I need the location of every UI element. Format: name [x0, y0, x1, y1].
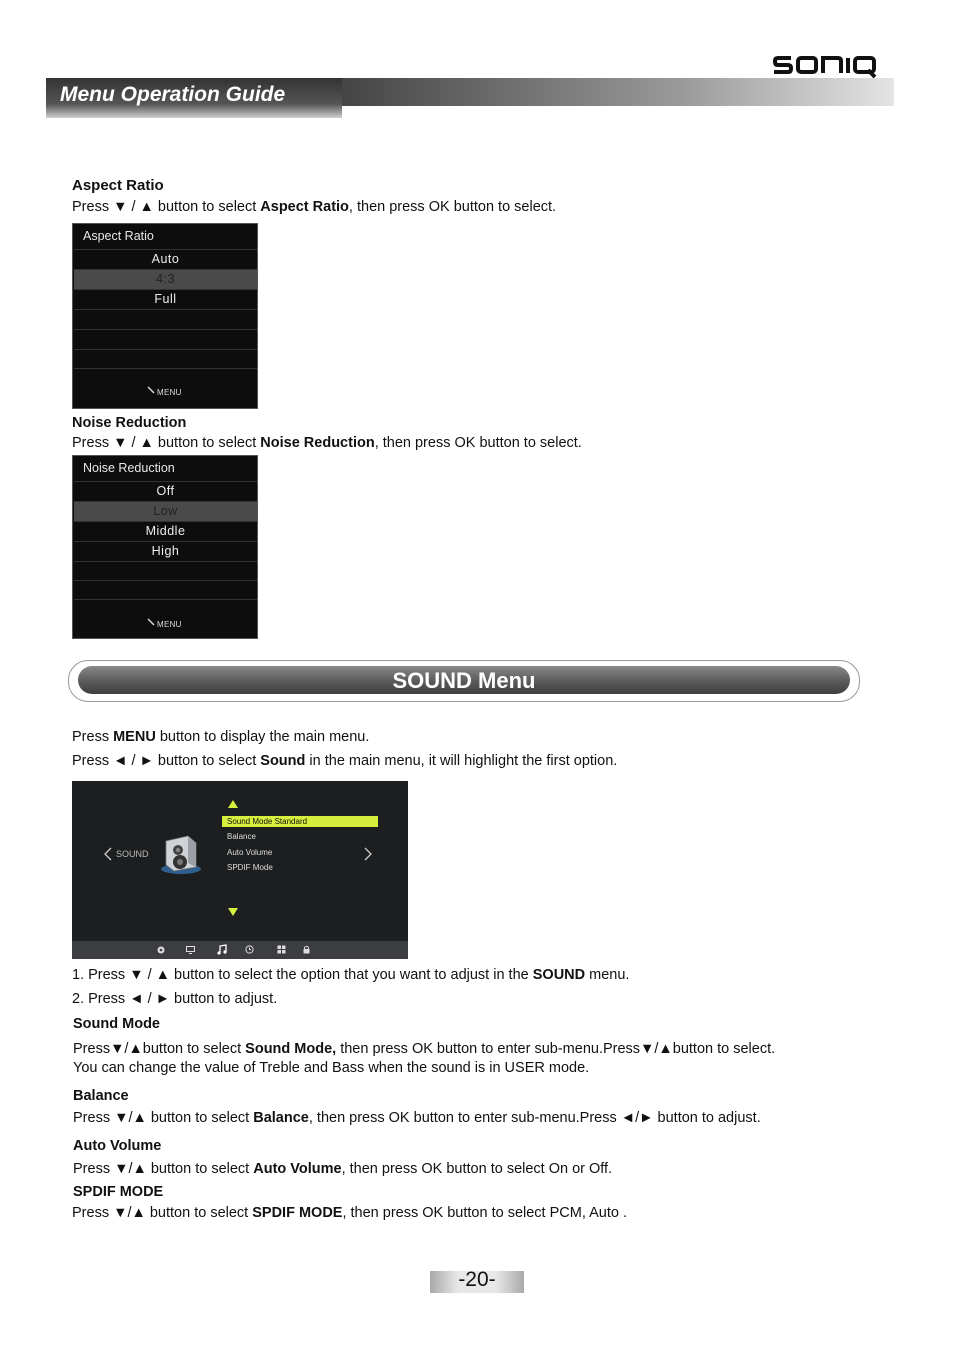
return-icon [147, 386, 155, 394]
noise-reduction-instruction: Press ▼ / ▲ button to select Noise Reduction, then press OK button to select. [72, 435, 582, 451]
sound-item-auto-volume[interactable]: Auto Volume [227, 848, 273, 857]
sound-item-sound-mode[interactable]: Sound Mode Standard [227, 817, 308, 826]
down-arrow-icon[interactable] [228, 908, 238, 916]
auto-volume-heading: Auto Volume [73, 1138, 162, 1154]
sound-item-balance[interactable]: Balance [227, 832, 256, 841]
noise-option-high[interactable]: High [74, 541, 257, 561]
menu-empty-row [74, 580, 257, 600]
menu-footer-label: MENU [157, 388, 182, 397]
section-banner-title: SOUND Menu [392, 668, 536, 693]
menu-empty-row [74, 329, 257, 349]
noise-reduction-heading: Noise Reduction [72, 415, 187, 431]
page-title: Menu Operation Guide [60, 83, 286, 106]
up-arrow-icon[interactable] [228, 800, 238, 808]
step-1: 1. Press ▼ / ▲ button to select the option that you want to adjust in the SOUND menu. [72, 967, 630, 983]
sound-mode-heading: Sound Mode [73, 1016, 160, 1032]
sound-mode-instruction: Press▼/▲button to select Sound Mode, then press OK button to enter sub-menu.Press▼/▲button to select. [73, 1041, 776, 1057]
aspect-ratio-option-4-3[interactable]: 4:3 [74, 269, 257, 289]
return-icon [147, 618, 155, 626]
grid-icon[interactable] [277, 945, 286, 954]
screen-icon[interactable] [186, 946, 195, 954]
noise-option-middle[interactable]: Middle [74, 521, 257, 541]
spdif-heading: SPDIF MODE [73, 1184, 164, 1200]
menu-empty-row [74, 349, 257, 369]
aspect-ratio-heading: Aspect Ratio [72, 177, 164, 194]
noise-option-off[interactable]: Off [74, 481, 257, 501]
clock-icon[interactable] [245, 945, 254, 954]
intro-line-2: Press ◄ / ► button to select Sound in the main menu, it will highlight the first option. [72, 753, 618, 769]
auto-volume-instruction: Press ▼/▲ button to select Auto Volume, then press OK button to select On or Off. [73, 1161, 613, 1177]
menu-empty-row [74, 599, 257, 619]
chevron-left-icon[interactable] [104, 847, 112, 861]
noise-option-low[interactable]: Low [74, 501, 257, 521]
lock-icon[interactable] [303, 945, 310, 954]
noise-reduction-menu [72, 455, 258, 639]
sound-category-label: SOUND [116, 849, 149, 859]
balance-instruction: Press ▼/▲ button to select Balance, then press OK button to enter sub-menu.Press ◄/► button to adjust. [73, 1110, 761, 1126]
balance-heading: Balance [73, 1088, 129, 1104]
sound-menu-screen [72, 781, 408, 959]
step-2: 2. Press ◄ / ► button to adjust. [72, 991, 278, 1007]
aspect-ratio-menu [72, 223, 258, 409]
spdif-instruction: Press ▼/▲ button to select SPDIF MODE, then press OK button to select PCM, Auto . [72, 1205, 627, 1221]
menu-category-bar [72, 941, 408, 959]
menu-footer-label: MENU [157, 620, 182, 629]
music-note-icon[interactable] [217, 944, 227, 955]
aspect-ratio-option-auto[interactable]: Auto [74, 249, 257, 269]
intro-line-1: Press MENU button to display the main menu. [72, 729, 370, 745]
page-number: -20- [458, 1268, 496, 1291]
sound-item-spdif-mode[interactable]: SPDIF Mode [227, 863, 273, 872]
aspect-ratio-menu-title: Aspect Ratio [83, 229, 154, 243]
menu-empty-row [74, 368, 257, 388]
aspect-ratio-option-full[interactable]: Full [74, 289, 257, 309]
picture-settings-icon[interactable] [156, 945, 166, 955]
speaker-icon [158, 833, 204, 875]
menu-empty-row [74, 561, 257, 581]
soniq-logo [772, 50, 878, 80]
aspect-ratio-instruction: Press ▼ / ▲ button to select Aspect Ratio, then press OK button to select. [72, 199, 557, 215]
chevron-right-icon[interactable] [364, 847, 372, 861]
menu-empty-row [74, 309, 257, 329]
sound-mode-note: You can change the value of Treble and Bass when the sound is in USER mode. [73, 1060, 590, 1076]
noise-reduction-menu-title: Noise Reduction [83, 461, 175, 475]
